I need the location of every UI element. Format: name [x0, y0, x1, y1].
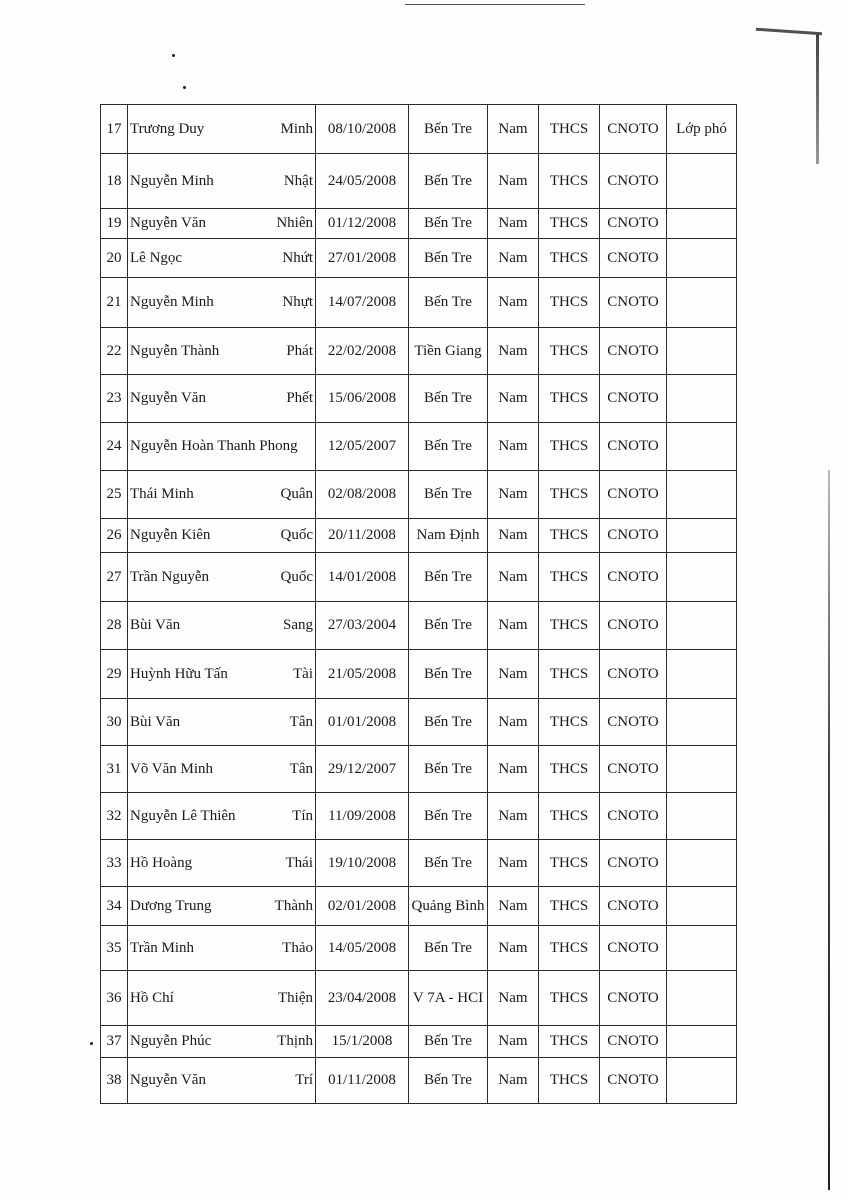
- cell-gioi-tinh: Nam: [488, 471, 539, 519]
- cell-stt: 29: [101, 650, 128, 699]
- cell-trinh-do: THCS: [539, 154, 600, 209]
- cell-chuc-vu: [667, 926, 737, 971]
- cell-ngay-sinh: 14/05/2008: [316, 926, 409, 971]
- cell-ho-dem: Nguyễn Văn: [128, 375, 258, 423]
- scan-artifact-edge: [816, 34, 819, 164]
- cell-nganh: CNOTO: [600, 209, 667, 239]
- cell-nganh: CNOTO: [600, 519, 667, 553]
- scan-speck: [90, 1042, 93, 1045]
- cell-ten: Thiện: [257, 971, 316, 1026]
- cell-stt: 33: [101, 840, 128, 887]
- cell-gioi-tinh: Nam: [488, 840, 539, 887]
- cell-ngay-sinh: 27/03/2004: [316, 602, 409, 650]
- cell-ten: Quốc: [257, 519, 316, 553]
- cell-trinh-do: THCS: [539, 840, 600, 887]
- cell-ten: Tài: [257, 650, 316, 699]
- table-row: [101, 154, 737, 209]
- cell-stt: 32: [101, 793, 128, 840]
- table-row: [101, 1058, 737, 1104]
- scan-speck: [183, 86, 186, 89]
- cell-nganh: CNOTO: [600, 278, 667, 328]
- cell-ten: Trí: [257, 1058, 316, 1104]
- cell-ho-dem: Nguyễn Kiên: [128, 519, 258, 553]
- cell-gioi-tinh: Nam: [488, 239, 539, 278]
- cell-noi-sinh: Bến Tre: [409, 239, 488, 278]
- cell-noi-sinh: Bến Tre: [409, 1026, 488, 1058]
- cell-ho-dem: Thái Minh: [128, 471, 258, 519]
- cell-ngay-sinh: 01/01/2008: [316, 699, 409, 746]
- cell-nganh: CNOTO: [600, 793, 667, 840]
- cell-nganh: CNOTO: [600, 840, 667, 887]
- cell-ho-dem: Nguyễn Minh: [128, 154, 258, 209]
- cell-noi-sinh: Bến Tre: [409, 1058, 488, 1104]
- cell-gioi-tinh: Nam: [488, 650, 539, 699]
- cell-chuc-vu: [667, 239, 737, 278]
- table-row: [101, 926, 737, 971]
- cell-ngay-sinh: 15/1/2008: [316, 1026, 409, 1058]
- cell-ho-dem: Lê Ngọc: [128, 239, 258, 278]
- cell-gioi-tinh: Nam: [488, 887, 539, 926]
- cell-noi-sinh: Bến Tre: [409, 471, 488, 519]
- cell-gioi-tinh: Nam: [488, 926, 539, 971]
- cell-ten: Phết: [257, 375, 316, 423]
- cell-noi-sinh: Bến Tre: [409, 105, 488, 154]
- cell-gioi-tinh: Nam: [488, 278, 539, 328]
- cell-trinh-do: THCS: [539, 278, 600, 328]
- cell-ho-dem: Nguyễn Lê Thiên: [128, 793, 258, 840]
- cell-stt: 20: [101, 239, 128, 278]
- cell-trinh-do: THCS: [539, 375, 600, 423]
- cell-ngay-sinh: 20/11/2008: [316, 519, 409, 553]
- table-row: [101, 602, 737, 650]
- cell-trinh-do: THCS: [539, 105, 600, 154]
- cell-ho-dem: Nguyễn Hoàn Thanh Phong: [128, 423, 258, 471]
- cell-ho-dem: Bùi Văn: [128, 602, 258, 650]
- cell-gioi-tinh: Nam: [488, 375, 539, 423]
- cell-gioi-tinh: Nam: [488, 328, 539, 375]
- cell-nganh: CNOTO: [600, 699, 667, 746]
- cell-ho-dem: Nguyễn Văn: [128, 209, 258, 239]
- table-row: [101, 375, 737, 423]
- cell-noi-sinh: Bến Tre: [409, 278, 488, 328]
- cell-ho-dem: Dương Trung: [128, 887, 258, 926]
- cell-trinh-do: THCS: [539, 553, 600, 602]
- cell-ngay-sinh: 02/01/2008: [316, 887, 409, 926]
- cell-noi-sinh: Tiền Giang: [409, 328, 488, 375]
- cell-trinh-do: THCS: [539, 602, 600, 650]
- cell-stt: 23: [101, 375, 128, 423]
- cell-ten: Tân: [257, 746, 316, 793]
- cell-ten: Thịnh: [257, 1026, 316, 1058]
- cell-ho-dem: Nguyễn Văn: [128, 1058, 258, 1104]
- cell-chuc-vu: [667, 553, 737, 602]
- table-row: [101, 423, 737, 471]
- cell-noi-sinh: V 7A - HCI: [409, 971, 488, 1026]
- cell-nganh: CNOTO: [600, 746, 667, 793]
- scan-speck: [172, 54, 175, 57]
- cell-nganh: CNOTO: [600, 105, 667, 154]
- cell-ten: Quốc: [257, 553, 316, 602]
- scan-artifact-corner: [756, 28, 822, 48]
- cell-gioi-tinh: Nam: [488, 519, 539, 553]
- cell-stt: 37: [101, 1026, 128, 1058]
- cell-gioi-tinh: Nam: [488, 746, 539, 793]
- cell-nganh: CNOTO: [600, 328, 667, 375]
- cell-ngay-sinh: 12/05/2007: [316, 423, 409, 471]
- cell-chuc-vu: [667, 519, 737, 553]
- cell-chuc-vu: [667, 375, 737, 423]
- cell-gioi-tinh: Nam: [488, 423, 539, 471]
- cell-ngay-sinh: 01/12/2008: [316, 209, 409, 239]
- cell-chuc-vu: Lớp phó: [667, 105, 737, 154]
- cell-chuc-vu: [667, 471, 737, 519]
- cell-ten: Thành: [257, 887, 316, 926]
- cell-nganh: CNOTO: [600, 239, 667, 278]
- cell-ten: Quân: [257, 471, 316, 519]
- cell-trinh-do: THCS: [539, 471, 600, 519]
- cell-ten: Nhựt: [257, 278, 316, 328]
- cell-stt: 21: [101, 278, 128, 328]
- cell-stt: 26: [101, 519, 128, 553]
- cell-noi-sinh: Bến Tre: [409, 154, 488, 209]
- cell-gioi-tinh: Nam: [488, 602, 539, 650]
- cell-stt: 38: [101, 1058, 128, 1104]
- table-row: [101, 746, 737, 793]
- cell-ho-dem: Nguyễn Thành: [128, 328, 258, 375]
- student-list-table: [100, 104, 737, 1104]
- table-row: [101, 971, 737, 1026]
- cell-noi-sinh: Bến Tre: [409, 423, 488, 471]
- table-row: [101, 793, 737, 840]
- cell-gioi-tinh: Nam: [488, 209, 539, 239]
- cell-trinh-do: THCS: [539, 699, 600, 746]
- cell-stt: 24: [101, 423, 128, 471]
- cell-chuc-vu: [667, 840, 737, 887]
- cell-nganh: CNOTO: [600, 1026, 667, 1058]
- cell-noi-sinh: Bến Tre: [409, 375, 488, 423]
- cell-ho-dem: Trần Minh: [128, 926, 258, 971]
- cell-ngay-sinh: 23/04/2008: [316, 971, 409, 1026]
- cell-ngay-sinh: 15/06/2008: [316, 375, 409, 423]
- cell-stt: 22: [101, 328, 128, 375]
- cell-trinh-do: THCS: [539, 793, 600, 840]
- cell-nganh: CNOTO: [600, 602, 667, 650]
- cell-nganh: CNOTO: [600, 887, 667, 926]
- cell-ho-dem: Hồ Hoàng: [128, 840, 258, 887]
- cell-trinh-do: THCS: [539, 650, 600, 699]
- cell-trinh-do: THCS: [539, 239, 600, 278]
- cell-stt: 18: [101, 154, 128, 209]
- cell-gioi-tinh: Nam: [488, 1026, 539, 1058]
- table-row: [101, 553, 737, 602]
- table-row: [101, 519, 737, 553]
- cell-gioi-tinh: Nam: [488, 699, 539, 746]
- table-row: [101, 887, 737, 926]
- cell-chuc-vu: [667, 887, 737, 926]
- cell-ten: Minh: [257, 105, 316, 154]
- cell-ho-dem: Võ Văn Minh: [128, 746, 258, 793]
- cell-noi-sinh: Bến Tre: [409, 650, 488, 699]
- cell-ten: Tân: [257, 699, 316, 746]
- cell-ten: Thái: [257, 840, 316, 887]
- cell-nganh: CNOTO: [600, 423, 667, 471]
- scan-artifact-edge-lower: [828, 470, 830, 1190]
- cell-chuc-vu: [667, 971, 737, 1026]
- cell-chuc-vu: [667, 278, 737, 328]
- table-row: [101, 840, 737, 887]
- cell-stt: 25: [101, 471, 128, 519]
- cell-chuc-vu: [667, 699, 737, 746]
- cell-ngay-sinh: 29/12/2007: [316, 746, 409, 793]
- cell-noi-sinh: Nam Định: [409, 519, 488, 553]
- cell-trinh-do: THCS: [539, 1058, 600, 1104]
- cell-nganh: CNOTO: [600, 1058, 667, 1104]
- cell-noi-sinh: Bến Tre: [409, 926, 488, 971]
- cell-nganh: CNOTO: [600, 553, 667, 602]
- cell-ho-dem: Nguyễn Phúc: [128, 1026, 258, 1058]
- cell-noi-sinh: Bến Tre: [409, 602, 488, 650]
- cell-chuc-vu: [667, 154, 737, 209]
- cell-stt: 34: [101, 887, 128, 926]
- table-row: [101, 699, 737, 746]
- cell-noi-sinh: Bến Tre: [409, 840, 488, 887]
- cell-ngay-sinh: 08/10/2008: [316, 105, 409, 154]
- cell-ngay-sinh: 27/01/2008: [316, 239, 409, 278]
- cell-stt: 31: [101, 746, 128, 793]
- cell-stt: 28: [101, 602, 128, 650]
- cell-ten: Nhiên: [257, 209, 316, 239]
- cell-nganh: CNOTO: [600, 926, 667, 971]
- cell-trinh-do: THCS: [539, 746, 600, 793]
- student-list-body: [101, 105, 737, 1104]
- cell-noi-sinh: Bến Tre: [409, 699, 488, 746]
- cell-ten: Sang: [257, 602, 316, 650]
- cell-ngay-sinh: 02/08/2008: [316, 471, 409, 519]
- cell-trinh-do: THCS: [539, 971, 600, 1026]
- cell-nganh: CNOTO: [600, 375, 667, 423]
- cell-trinh-do: THCS: [539, 209, 600, 239]
- cell-trinh-do: THCS: [539, 519, 600, 553]
- cell-gioi-tinh: Nam: [488, 553, 539, 602]
- cell-chuc-vu: [667, 423, 737, 471]
- cell-gioi-tinh: Nam: [488, 793, 539, 840]
- cell-nganh: CNOTO: [600, 471, 667, 519]
- table-row: [101, 209, 737, 239]
- cell-ho-dem: Trần Nguyễn: [128, 553, 258, 602]
- cell-ten: Tín: [257, 793, 316, 840]
- cell-stt: 19: [101, 209, 128, 239]
- cell-ngay-sinh: 14/01/2008: [316, 553, 409, 602]
- cell-noi-sinh: Quảng Bình: [409, 887, 488, 926]
- cell-nganh: CNOTO: [600, 971, 667, 1026]
- cell-nganh: CNOTO: [600, 650, 667, 699]
- cell-gioi-tinh: Nam: [488, 971, 539, 1026]
- cell-gioi-tinh: Nam: [488, 105, 539, 154]
- cell-nganh: CNOTO: [600, 154, 667, 209]
- cell-chuc-vu: [667, 209, 737, 239]
- cell-trinh-do: THCS: [539, 423, 600, 471]
- cell-gioi-tinh: Nam: [488, 154, 539, 209]
- cell-ngay-sinh: 19/10/2008: [316, 840, 409, 887]
- cell-chuc-vu: [667, 746, 737, 793]
- cell-stt: 30: [101, 699, 128, 746]
- table-row: [101, 239, 737, 278]
- cell-stt: 36: [101, 971, 128, 1026]
- cell-ho-dem: Huỳnh Hữu Tấn: [128, 650, 258, 699]
- cell-trinh-do: THCS: [539, 926, 600, 971]
- cell-chuc-vu: [667, 793, 737, 840]
- cell-ho-dem: Hồ Chí: [128, 971, 258, 1026]
- cell-ngay-sinh: 21/05/2008: [316, 650, 409, 699]
- table-row: [101, 328, 737, 375]
- cell-chuc-vu: [667, 328, 737, 375]
- cell-ngay-sinh: 14/07/2008: [316, 278, 409, 328]
- cell-ho-dem: Bùi Văn: [128, 699, 258, 746]
- cell-noi-sinh: Bến Tre: [409, 209, 488, 239]
- cell-stt: 35: [101, 926, 128, 971]
- cell-ho-dem: Nguyễn Minh: [128, 278, 258, 328]
- cell-chuc-vu: [667, 650, 737, 699]
- cell-chuc-vu: [667, 1058, 737, 1104]
- cell-ngay-sinh: 01/11/2008: [316, 1058, 409, 1104]
- table-row: [101, 1026, 737, 1058]
- cell-chuc-vu: [667, 602, 737, 650]
- cell-noi-sinh: Bến Tre: [409, 746, 488, 793]
- cell-noi-sinh: Bến Tre: [409, 793, 488, 840]
- cell-ngay-sinh: 24/05/2008: [316, 154, 409, 209]
- table-row: [101, 278, 737, 328]
- cell-ngay-sinh: 22/02/2008: [316, 328, 409, 375]
- cell-ten: Phát: [257, 328, 316, 375]
- cell-trinh-do: THCS: [539, 328, 600, 375]
- cell-trinh-do: THCS: [539, 887, 600, 926]
- cell-ngay-sinh: 11/09/2008: [316, 793, 409, 840]
- cell-stt: 27: [101, 553, 128, 602]
- cell-ho-dem: Trương Duy: [128, 105, 258, 154]
- scan-artifact-top-line: [405, 4, 585, 5]
- cell-chuc-vu: [667, 1026, 737, 1058]
- cell-noi-sinh: Bến Tre: [409, 553, 488, 602]
- cell-trinh-do: THCS: [539, 1026, 600, 1058]
- table-row: [101, 650, 737, 699]
- cell-ten: Thảo: [257, 926, 316, 971]
- cell-ten: Nhứt: [257, 239, 316, 278]
- cell-gioi-tinh: Nam: [488, 1058, 539, 1104]
- table-row: [101, 471, 737, 519]
- cell-stt: 17: [101, 105, 128, 154]
- table-row: [101, 105, 737, 154]
- cell-ten: Nhật: [257, 154, 316, 209]
